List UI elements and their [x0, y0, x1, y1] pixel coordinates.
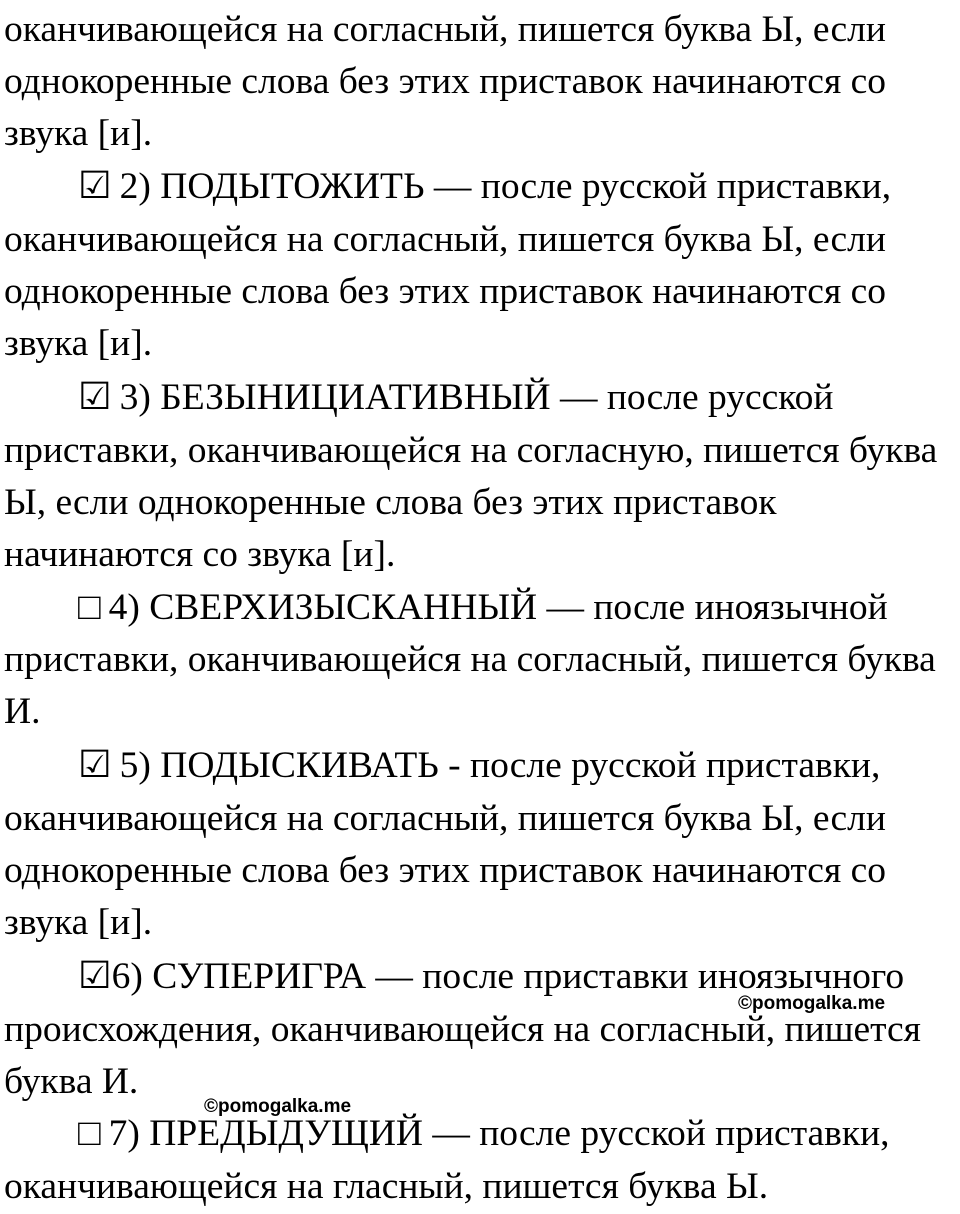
answer-item-6: ☑6) СУПЕРИГРА — после приставки иноязычного — [78, 951, 904, 1003]
empty-box-icon: □ — [78, 587, 101, 628]
text-line: И. — [4, 691, 41, 732]
text-line: приставки, оканчивающейся на согласную, пишется буква — [4, 430, 938, 471]
answer-item-4: □ 4) СВЕРХИЗЫСКАННЫЙ — после иноязычной — [78, 582, 888, 634]
answer-item-5: ☑ 5) ПОДЫСКИВАТЬ - после русской приставки, — [78, 740, 880, 792]
text-line: звука [и]. — [4, 323, 153, 364]
text-line: начинаются со звука [и]. — [4, 534, 396, 575]
text-line: происхождения, оканчивающейся на согласный, пишется — [4, 1009, 921, 1050]
empty-box-icon: □ — [78, 1113, 101, 1154]
text-line: оканчивающейся на гласный, пишется буква Ы. — [4, 1166, 769, 1207]
text-line: оканчивающейся на согласный, пишется буква Ы, если — [4, 798, 886, 839]
text-line: однокоренные слова без этих приставок начинаются со — [4, 61, 886, 102]
text-line: однокоренные слова без этих приставок начинаются со — [4, 271, 886, 312]
text-line: буква И. — [4, 1061, 139, 1102]
answer-item-7: □ 7) ПРЕДЫДУЩИЙ — после русской приставки, — [78, 1108, 890, 1160]
checked-box-icon: ☑ — [78, 377, 112, 418]
answer-item-2: ☑ 2) ПОДЫТОЖИТЬ — после русской приставки, — [78, 161, 891, 213]
watermark: ©pomogalka.me — [204, 1096, 352, 1117]
checked-box-icon: ☑ — [78, 956, 112, 997]
watermark: ©pomogalka.me — [738, 993, 886, 1014]
text-line: оканчивающейся на согласный, пишется буква Ы, если — [4, 9, 886, 50]
text-line: приставки, оканчивающейся на согласный, пишется буква — [4, 639, 936, 680]
text-line: Ы, если однокоренные слова без этих приставок — [4, 482, 777, 523]
checked-box-icon: ☑ — [78, 166, 112, 207]
text-line: оканчивающейся на согласный, пишется буква Ы, если — [4, 219, 886, 260]
text-line: звука [и]. — [4, 902, 153, 943]
text-line: звука [и]. — [4, 113, 153, 154]
answer-item-3: ☑ 3) БЕЗЫНИЦИАТИВНЫЙ — после русской — [78, 372, 833, 424]
text-line: однокоренные слова без этих приставок начинаются со — [4, 850, 886, 891]
checked-box-icon: ☑ — [78, 745, 112, 786]
